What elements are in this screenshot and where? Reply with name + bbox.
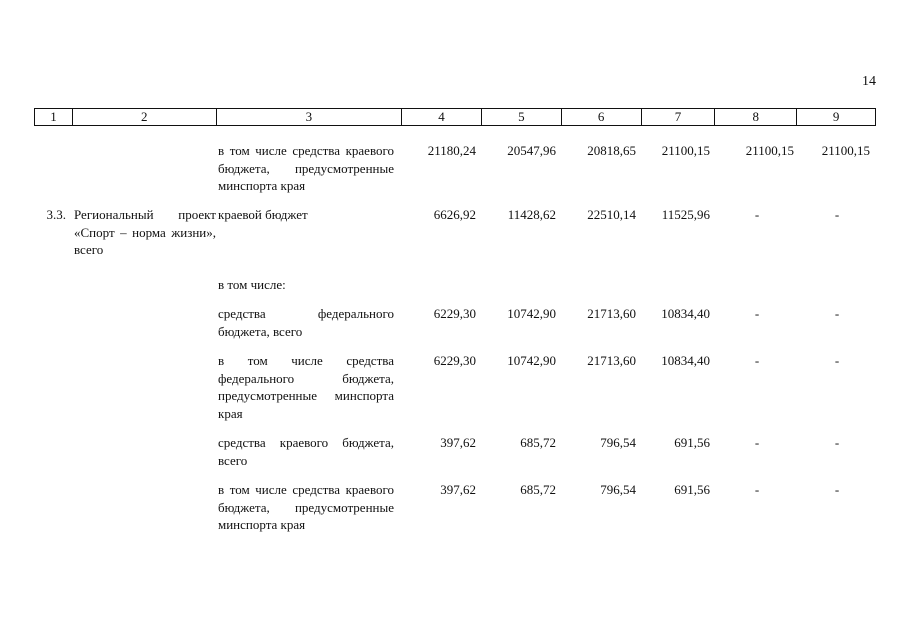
row-code [34, 434, 72, 469]
table-row [34, 352, 876, 422]
value-col-8: - [754, 306, 760, 321]
value-col-8: - [754, 435, 760, 450]
page-number: 14 [862, 74, 876, 89]
header-col-7: 7 [642, 109, 716, 125]
row-code: 3.3. [46, 207, 66, 222]
row-name: Региональный проект «Спорт – норма жизни», всего [74, 207, 216, 257]
table-row [34, 305, 876, 340]
row-name [72, 434, 216, 469]
value-col-4: 21180,24 [427, 143, 476, 158]
value-col-6: 22510,14 [587, 207, 636, 222]
value-col-5: 10742,90 [507, 353, 556, 368]
value-col-7 [642, 276, 716, 294]
row-description: в том числе средства краевого бюджета, предусмотренные минспорта края [218, 143, 394, 193]
row-description: средства федерального бюджета, всего [218, 306, 394, 339]
value-col-9: - [834, 306, 840, 321]
value-col-9: 21100,15 [821, 143, 870, 158]
header-col-2: 2 [73, 109, 217, 125]
row-description: средства краевого бюджета, всего [218, 435, 394, 468]
value-col-4: 6229,30 [433, 306, 476, 321]
table-row [34, 142, 876, 195]
value-col-5: 685,72 [520, 435, 556, 450]
table-row [34, 276, 876, 294]
value-col-4 [402, 276, 482, 294]
value-col-7: 10834,40 [661, 353, 710, 368]
value-col-9: - [834, 482, 840, 497]
table-row [34, 481, 876, 534]
value-col-7: 691,56 [674, 435, 710, 450]
value-col-7: 11525,96 [661, 207, 710, 222]
header-col-3: 3 [217, 109, 403, 125]
value-col-6: 21713,60 [587, 306, 636, 321]
value-col-9: - [834, 435, 840, 450]
row-name [72, 305, 216, 340]
value-col-6: 20818,65 [587, 143, 636, 158]
value-col-5: 10742,90 [507, 306, 556, 321]
row-code [34, 142, 72, 195]
header-col-5: 5 [482, 109, 562, 125]
header-col-4: 4 [402, 109, 482, 125]
value-col-8: 21100,15 [745, 143, 794, 158]
value-col-9: - [834, 207, 840, 222]
row-name [72, 352, 216, 422]
row-code [34, 481, 72, 534]
value-col-5: 685,72 [520, 482, 556, 497]
table-row [34, 206, 876, 259]
value-col-9: - [834, 353, 840, 368]
value-col-4: 397,62 [440, 435, 476, 450]
table-row [34, 434, 876, 469]
value-col-5: 20547,96 [507, 143, 556, 158]
value-col-7: 10834,40 [661, 306, 710, 321]
value-col-8: - [754, 207, 760, 222]
value-col-8: - [754, 353, 760, 368]
value-col-7: 691,56 [674, 482, 710, 497]
header-col-9: 9 [832, 109, 840, 124]
row-name [72, 481, 216, 534]
value-col-8: - [754, 482, 760, 497]
value-col-5: 11428,62 [507, 207, 556, 222]
value-col-4: 6229,30 [433, 353, 476, 368]
row-description: в том числе средства федерального бюджета, предусмотренные минспорта края [218, 353, 394, 421]
table-header-row [34, 108, 876, 126]
value-col-6: 21713,60 [587, 353, 636, 368]
value-col-6: 796,54 [600, 482, 636, 497]
value-col-6 [562, 276, 642, 294]
row-name [72, 142, 216, 195]
header-col-6: 6 [562, 109, 642, 125]
value-col-9 [798, 276, 876, 294]
value-col-4: 397,62 [440, 482, 476, 497]
value-col-6: 796,54 [600, 435, 636, 450]
row-code [34, 276, 72, 294]
row-name [72, 276, 216, 294]
header-col-8: 8 [715, 109, 797, 125]
header-col-1: 1 [35, 109, 73, 125]
value-col-4: 6626,92 [433, 207, 476, 222]
row-code [34, 305, 72, 340]
row-code [34, 352, 72, 422]
row-description: краевой бюджет [218, 207, 308, 222]
value-col-5 [482, 276, 562, 294]
row-description: в том числе: [218, 277, 286, 292]
value-col-7: 21100,15 [661, 143, 710, 158]
value-col-8 [716, 276, 798, 294]
row-description: в том числе средства краевого бюджета, предусмотренные минспорта края [218, 482, 394, 532]
